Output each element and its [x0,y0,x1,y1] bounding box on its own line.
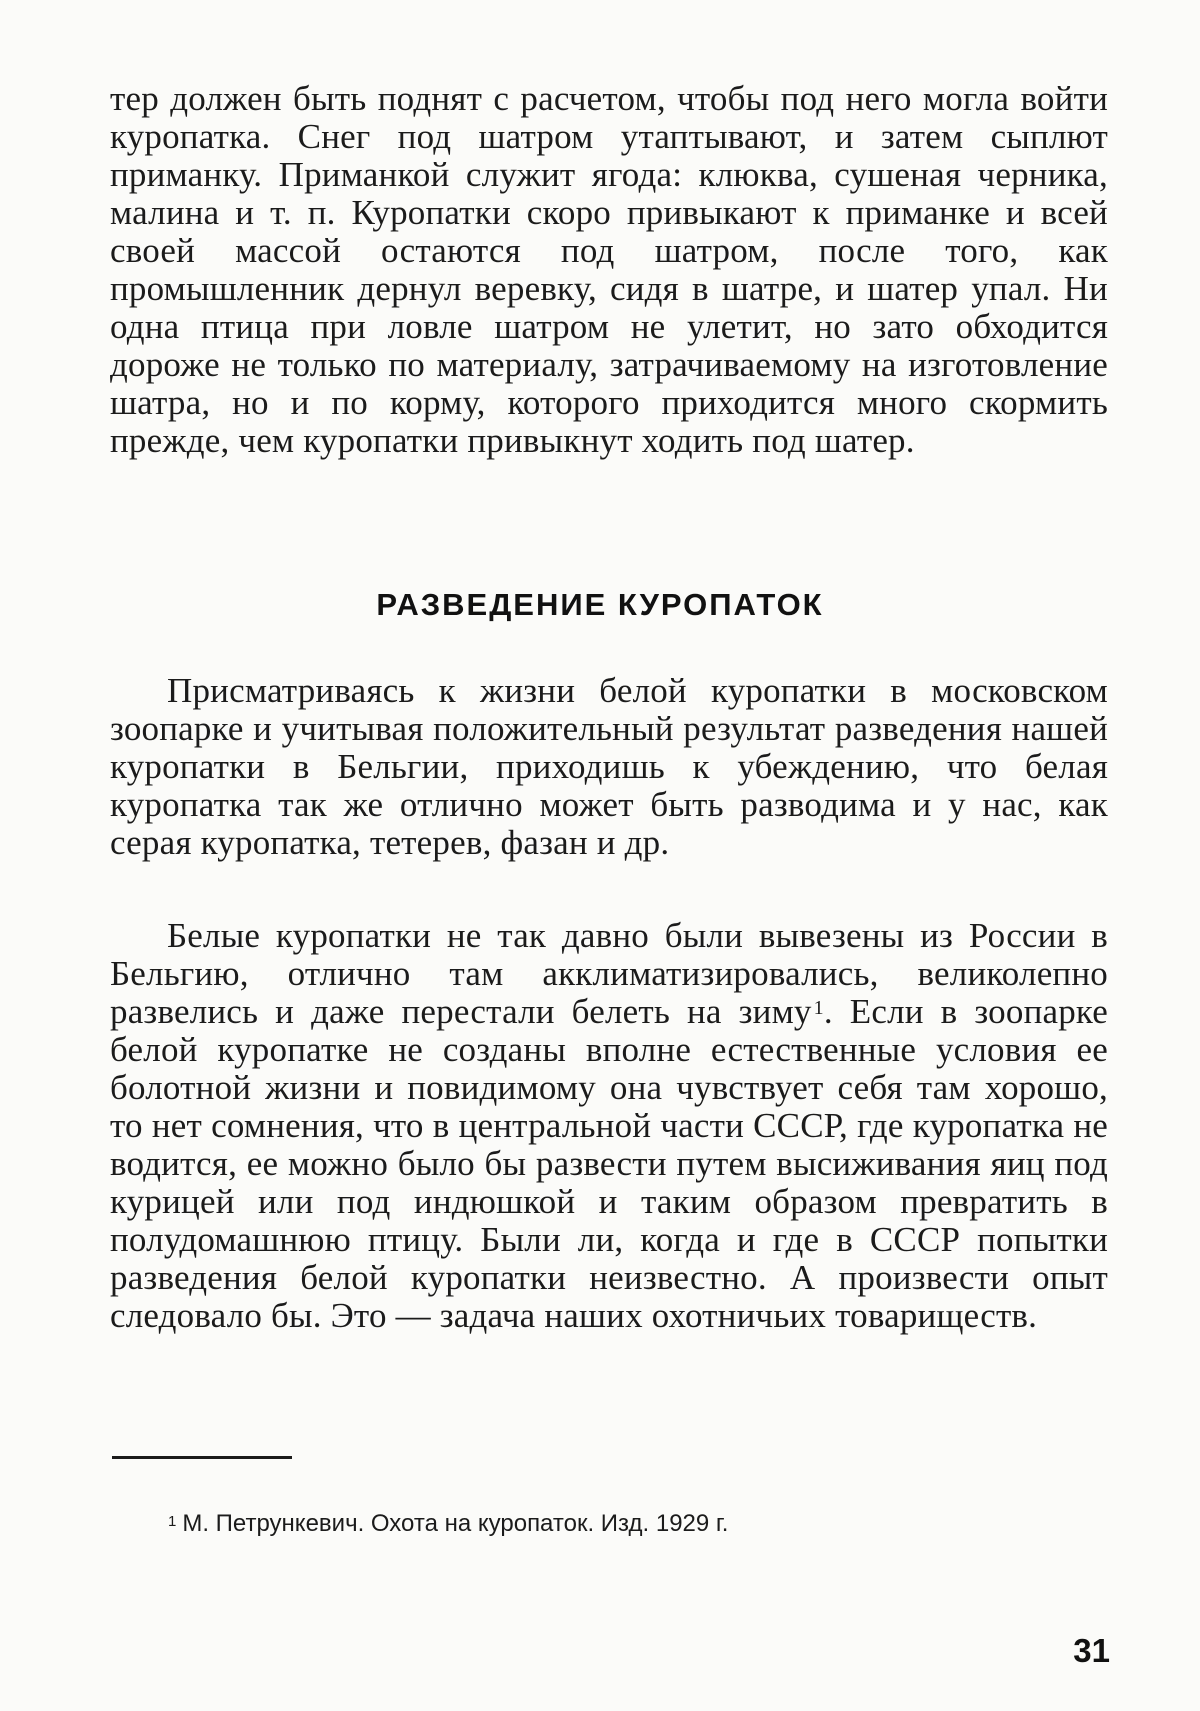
page-number: 31 [1073,1632,1110,1669]
footnote-text: М. Петрункевич. Охота на куропаток. Изд. 1929 г. [182,1510,729,1537]
paragraph-moscow-zoo: Присматриваясь к жизни белой куропатки в московском зоопарке и учитывая положительный результат разведения нашей куропатки в Бельгии, приходишь к убеждению, что белая куропатка так же отлично может быть разводима и у нас, как серая куропатка, тетерев, фазан и др. [110,671,1108,862]
footnote [168,1509,1068,1539]
paragraph-belgium-text-start: Белые куропатки не так давно были вывезены из России в Бельгию, отлично там акклиматизировались, великолепно развелись и даже перестали белеть на зиму [110,916,1108,1031]
paragraph-belgium-text-end: . Если в зоопарке белой куропатке не созданы вполне естественные условия ее болотной жизни и повидимому она чувствует себя там хорошо, то нет сомнения, что в центральной части СССР, где куропатка не водится, ее можно было бы развести путем высиживания яиц под курицей или под индюшкой и таким образом превратить в полудомашнюю птицу. Были ли, когда и где в СССР попытки разведения белой куропатки неизвестно. А произвести опыт следовало бы. Это — задача наших охотничьих товариществ. [110,992,1108,1335]
footnote-separator [112,1456,292,1459]
section-heading: РАЗВЕДЕНИЕ КУРОПАТОК [376,587,824,622]
footnote-reference: 1 [813,997,824,1019]
paragraph-belgium [110,917,1108,1335]
paragraph-shater-trap: тер должен быть поднят с расчетом, чтобы под него могла войти куропатка. Снег под шатром утаптывают, и затем сыплют приманку. Приманкой служит ягода: клюква, сушеная черника, малина и т. п. Куропатки скоро привыкают к приманке и всей своей массой остаются под шатром, после того, как промышленник дернул веревку, сидя в шатре, и шатер упал. Ни одна птица при ловле шатром не улетит, но зато обходится дороже не только по материалу, затрачиваемому на изготовление шатра, но и по корму, которого приходится много скормить прежде, чем куропатки привыкнут ходить под шатер. [110,79,1108,460]
footnote-marker: 1 [168,1513,177,1530]
